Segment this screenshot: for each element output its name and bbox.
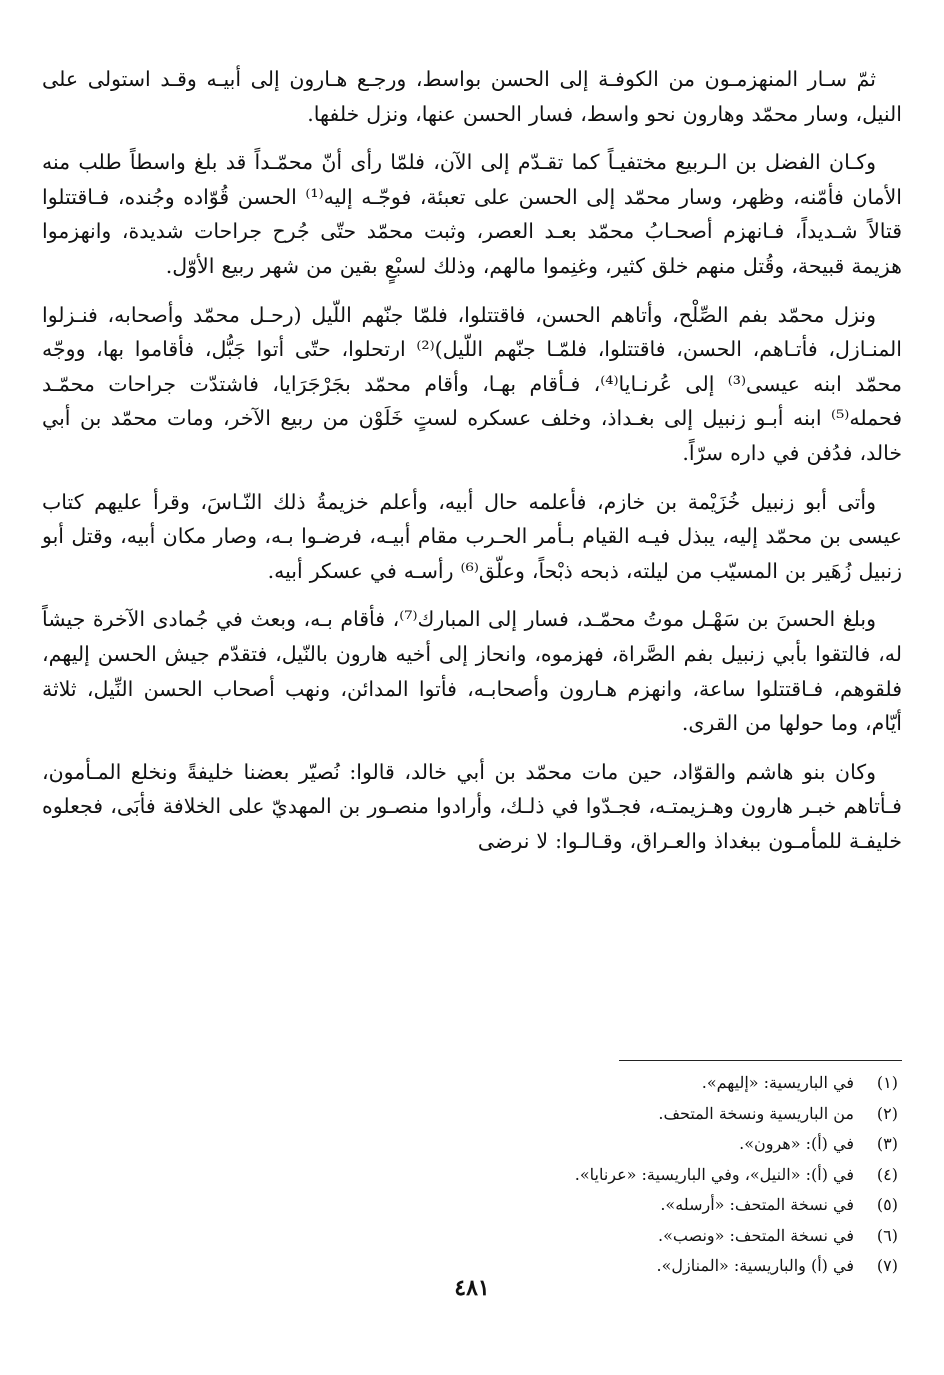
footnote-text: في (أ) والباريسية: «المنازل». xyxy=(656,1256,854,1275)
footnote-item xyxy=(78,1160,898,1191)
footnote-item xyxy=(78,1068,898,1099)
paragraph: وبلغ الحسنَ بن سَهْـل موتُ محمّـد، فسار إلى المبارك⁽⁷⁾، فأقام بـه، وبعث في جُمادى الآخرة جيشاً له، فالتقوا بأبي زنبيل بفم الصَّراة، فهزموه، وانحاز إلى أخيه هارون بالنّيل، فتقدّم جيش الحسن إليهم، فلقوهم، فـاقتتلوا ساعة، وانهزم هـارون وأصحابـه، فأتوا المدائن، ونهب أصحاب الحسن النِّيل، ثلاثة أيّام، وما حولها من القرى. xyxy=(42,607,902,736)
footnote-number: (٦) xyxy=(876,1225,898,1245)
footnote-number: (٣) xyxy=(876,1134,898,1153)
footnote-divider xyxy=(619,1060,902,1061)
paragraph: وكان بنو هاشم والقوّاد، حين مات محمّد بن أبي خالد، قالوا: نُصيّر بعضنا خليفةً ونخلع المـأمون، فـأتاهم خبـر هارون وهـزيمتـه، فجـدّوا في ذلـك، وأرادوا منصـور بن المهديّ على الخلافة فأبَى، فجعلوه خليفـة للمأمـون ببغداذ والعـراق، وقـالـوا: لا نرضى xyxy=(42,759,902,853)
footnotes-list xyxy=(78,1068,898,1282)
footnote-number: (١) xyxy=(876,1073,898,1092)
footnote-item xyxy=(78,1129,898,1160)
footnote-text: في نسخة المتحف: «أرسله». xyxy=(660,1195,854,1214)
footnote-text: في (أ): «هرون». xyxy=(739,1134,854,1153)
footnote-number: (٥) xyxy=(876,1195,898,1214)
main-text xyxy=(42,62,902,858)
footnote-text: في (أ): «النيل»، وفي الباريسية: «عرنايا». xyxy=(574,1164,854,1184)
page-number: ٤٨١ xyxy=(454,1275,490,1301)
footnote-text: في نسخة المتحف: «ونصب». xyxy=(658,1225,854,1245)
paragraph: وكـان الفضل بن الـربيع مختفيـاً كما تقـدّم إلى الآن، فلمّا رأى أنّ محمّـداً قد بلغ واسطاً طلب منه الأمان فأمّنه، وظهر، وسار محمّد إلى الحسن على تعبئة، فوجّـه إليه⁽¹⁾ الحسن قُوّاده وجُنده، فـاقتتلوا قتالاً شـديداً، فـانهزم أصحـابُ محمّد بعـد العصر، وثبت محمّد حتّى جُرح جراحات شديدة، وانهزموا هزيمة قبيحة، وقُتل منهم خلق كثير، وغنِموا مالهم، وذلك لسبْعٍ بقين من شهر ربيع الأوّل. xyxy=(42,150,903,278)
footnote-item xyxy=(78,1221,898,1252)
paragraph: ونزل محمّد بفم الصِّلْح، وأتاهم الحسن، فاقتتلوا، فلمّا جنّهم اللّيل (رحـل محمّد وأصحابه، فنـزلوا المنـازل، فأتـاهم، الحسن، فاقتتلوا، فلمّـا جنّهم اللّيل)⁽²⁾ ارتحلوا، حتّى أتوا جَبُّل، فأقاموا بها، ووجّه محمّد ابنه عيسى⁽³⁾ إلى عُرنـايا⁽⁴⁾، فـأقام بهـا، وأقام محمّد بجَرْجَرَايا، فاشتدّت جراحات محمّـد فحمله⁽⁵⁾ ابنه أبـو زنبيل إلى بغـداذ، وخلف عسكره لستٍ خَلَوْن من ربيع الآخر، ومات محمّد بن أبي خالد، فدُفن في داره سرّاً. xyxy=(42,302,902,465)
footnote-number: (٧) xyxy=(876,1256,898,1275)
footnote-text: في الباريسية: «إليهم». xyxy=(701,1073,854,1092)
paragraph: ثمّ سـار المنهزمـون من الكوفـة إلى الحسن بواسط، ورجـع هـارون إلى أبيـه وقـد استولى على النيل، وسار محمّد وهارون نحو واسط، فسار الحسن عنها، ونزل خلفها. xyxy=(42,67,902,126)
footnote-number: (٤) xyxy=(876,1164,898,1184)
footnote-item xyxy=(78,1099,898,1130)
footnote-number: (٢) xyxy=(876,1103,898,1123)
paragraph: وأتى أبو زنبيل خُزَيْمة بن خازم، فأعلمه حال أبيه، وأعلم خزيمةُ ذلك النّـاسَ، وقرأ عليهم كتاب عيسى بن محمّد إليه، يبذل فيـه القيام بـأمر الحـرب مقام أبيـه، فرضـوا بـه، وصار مكان أبيه، وقتل أبو زنبيل زُهَير بن المسيّب من ليلته، ذبحه ذبْحاً، وعلّق⁽⁶⁾ رأسـه في عسكر أبيه. xyxy=(42,489,902,583)
footnote-item xyxy=(78,1190,898,1221)
footnote-text: من الباريسية ونسخة المتحف. xyxy=(658,1103,854,1123)
